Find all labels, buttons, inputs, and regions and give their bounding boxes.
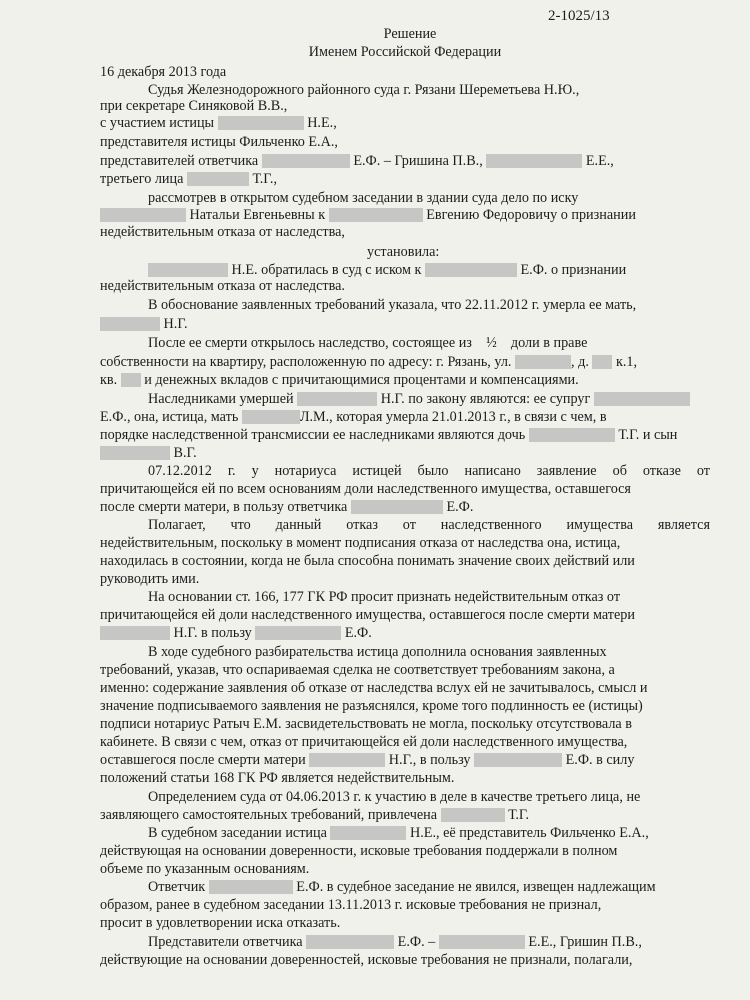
- text-fragment: Евгению Федоровичу о признании: [426, 207, 636, 223]
- text-line: действующая на основании доверенности, исковые требования поддержали в полном: [100, 843, 618, 859]
- text-fragment: Т.Г.: [508, 807, 530, 823]
- text-line: при секретаре Синяковой В.В.,: [100, 98, 288, 114]
- text-fragment: Е.Е., Гришин П.В.,: [528, 934, 642, 950]
- redaction-block: [441, 808, 505, 822]
- redaction-block: [100, 626, 170, 640]
- redaction-block: [329, 208, 423, 222]
- redaction-block: [209, 880, 293, 894]
- text-fragment: Е.Ф.: [446, 499, 474, 515]
- redaction-block: [218, 116, 304, 130]
- redaction-block: [515, 355, 571, 369]
- redaction-block: [100, 208, 186, 222]
- text-line: Судья Железнодорожного районного суда г. Рязани Шереметьева Н.Ю.,: [148, 82, 580, 98]
- text-line: [100, 354, 637, 370]
- text-fragment: заявляющего самостоятельных требований, привлечена: [100, 807, 438, 823]
- text-line: [100, 807, 529, 823]
- text-line: [100, 499, 473, 515]
- text-line: [100, 115, 337, 131]
- text-line: [100, 207, 636, 223]
- text-line: причитающейся ей доли наследственного имущества, оставшегося после смерти матери: [100, 607, 635, 623]
- text-line: причитающейся ей по всем основаниям доли наследственного имущества, оставшегося: [100, 481, 631, 497]
- text-line: кабинете. В связи с чем, отказ от причитающейся ей доли наследственного имущества,: [100, 734, 628, 750]
- redaction-block: [425, 263, 517, 277]
- redaction-block: [529, 428, 615, 442]
- text-fragment: В судебном заседании истица: [148, 825, 327, 841]
- text-line: [100, 171, 277, 187]
- text-fragment: к.1,: [615, 354, 638, 370]
- text-line: объеме по указанным основаниям.: [100, 861, 310, 877]
- text-line: положений статьи 168 ГК РФ является недействительным.: [100, 770, 455, 786]
- text-line: недействительным, поскольку в момент подписания отказа от наследства она, истица,: [100, 535, 621, 551]
- text-line: [148, 335, 587, 351]
- redaction-block: [100, 317, 160, 331]
- text-line: [148, 391, 690, 407]
- text-fragment: Представители ответчика: [148, 934, 303, 950]
- text-line: действующие на основании доверенностей, исковые требования не признали, полагали,: [100, 952, 633, 968]
- text-fragment: представителей ответчика: [100, 153, 259, 169]
- text-fragment: Е.Ф. о признании: [520, 262, 627, 278]
- text-line: подписи нотариус Ратыч Е.М. засвидетельствовать не могла, поскольку отсутствовала в: [100, 716, 632, 732]
- case-number: 2-1025/13: [548, 8, 610, 24]
- redaction-block: [351, 500, 443, 514]
- text-line: [100, 445, 197, 461]
- text-fragment: кв.: [100, 372, 118, 388]
- section-heading: установила:: [367, 244, 440, 260]
- text-line: [100, 372, 579, 388]
- text-line: недействительным отказа от наследства.: [100, 278, 345, 294]
- text-fragment: порядке наследственной трансмиссии ее наследниками являются дочь: [100, 427, 526, 443]
- text-fragment: Е.Ф. – Гришина П.В.,: [353, 153, 483, 169]
- document-title: Решение: [383, 26, 437, 42]
- text-fragment: Е.Ф. –: [397, 934, 436, 950]
- text-line: находилась в состоянии, когда не была способна понимать значение своих действий или: [100, 553, 635, 569]
- redaction-block: [242, 410, 300, 424]
- text-line: требований, указав, что оспариваемая сделка не соответствует требованиям закона, а: [100, 662, 615, 678]
- text-line: Определением суда от 04.06.2013 г. к участию в деле в качестве третьего лица, не: [148, 789, 641, 805]
- text-line: [100, 316, 188, 332]
- text-fragment: , д.: [571, 354, 589, 370]
- text-fragment: Л.М., которая умерла 21.01.2013 г., в связи с чем, в: [299, 409, 607, 425]
- text-line: 07.12.2012 г. у нотариуса истицей было написано заявление об отказе от: [148, 463, 710, 479]
- text-line: просит в удовлетворении иска отказать.: [100, 915, 341, 931]
- redaction-block: [262, 154, 350, 168]
- redaction-block: [297, 392, 377, 406]
- text-fragment: После ее смерти открылось наследство, состоящее из: [148, 335, 472, 351]
- redaction-block: [255, 626, 341, 640]
- text-line: В обоснование заявленных требований указала, что 22.11.2012 г. умерла ее мать,: [148, 297, 637, 313]
- text-line: На основании ст. 166, 177 ГК РФ просит признать недействительным отказ от: [148, 589, 621, 605]
- text-fragment: Натальи Евгеньевны к: [189, 207, 326, 223]
- text-line: В ходе судебного разбирательства истица дополнила основания заявленных: [148, 644, 607, 660]
- text-fragment: после смерти матери, в пользу ответчика: [100, 499, 348, 515]
- document-subtitle: Именем Российской Федерации: [308, 44, 502, 60]
- text-fragment: Н.Е., её представитель Фильченко Е.А.,: [409, 825, 649, 841]
- redaction-block: [187, 172, 249, 186]
- document-date: 16 декабря 2013 года: [100, 64, 227, 80]
- text-fragment: Н.Г. в пользу: [173, 625, 252, 641]
- text-fragment: третьего лица: [100, 171, 184, 187]
- redaction-block: [100, 446, 170, 460]
- redaction-block: [439, 935, 525, 949]
- text-fragment: Н.Г., в пользу: [388, 752, 471, 768]
- text-fragment: Н.Г. по закону являются: ее супруг: [380, 391, 591, 407]
- text-line: [100, 153, 614, 169]
- text-line: [148, 825, 649, 841]
- redaction-block: [121, 373, 141, 387]
- redaction-block: [594, 392, 690, 406]
- text-line: [148, 879, 656, 895]
- text-fragment: Е.Ф. в силу: [565, 752, 635, 768]
- text-fragment: Е.Ф.: [344, 625, 372, 641]
- text-line: [100, 752, 634, 768]
- text-fragment: Е.Ф., она, истица, мать: [100, 409, 239, 425]
- redaction-block: [330, 826, 406, 840]
- text-fragment: Е.Е.,: [585, 153, 614, 169]
- text-fragment: с участием истицы: [100, 115, 215, 131]
- text-line: [148, 262, 626, 278]
- text-line: представителя истицы Фильченко Е.А.,: [100, 134, 338, 150]
- text-line: образом, ранее в судебном заседании 13.11.2013 г. исковые требования не признал,: [100, 897, 602, 913]
- text-line: [100, 625, 372, 641]
- redaction-block: [474, 753, 562, 767]
- text-line: [100, 409, 607, 425]
- text-fragment: Наследниками умершей: [148, 391, 294, 407]
- text-fragment: доли в праве: [510, 335, 588, 351]
- text-fragment: Н.Е.,: [307, 115, 337, 131]
- text-line: Полагает, что данный отказ от наследственного имущества является: [148, 517, 710, 533]
- text-fragment: В.Г.: [173, 445, 197, 461]
- text-line: рассмотрев в открытом судебном заседании в здании суда дело по иску: [148, 190, 579, 206]
- text-fragment: и денежных вкладов с причитающимися процентами и компенсациями.: [144, 372, 579, 388]
- text-line: именно: содержание заявления об отказе от наследства вслух ей не зачитывалось, смысл и: [100, 680, 648, 696]
- redaction-block: [486, 154, 582, 168]
- redaction-block: [306, 935, 394, 949]
- redaction-block: [592, 355, 612, 369]
- text-line: [100, 427, 677, 443]
- text-fragment: Н.Г.: [163, 316, 188, 332]
- redaction-block: [148, 263, 228, 277]
- text-fragment: Т.Г.,: [252, 171, 277, 187]
- text-fragment: Н.Е. обратилась в суд с иском к: [231, 262, 422, 278]
- text-fragment: собственности на квартиру, расположенную по адресу: г. Рязань, ул.: [100, 354, 512, 370]
- text-fragment: Ответчик: [148, 879, 206, 895]
- text-line: значение подписываемого заявления не разъяснялся, кроме того подлинность ее (истицы): [100, 698, 643, 714]
- text-line: недействительным отказа от наследства,: [100, 224, 345, 240]
- text-line: руководить ими.: [100, 571, 200, 587]
- text-fragment: Е.Ф. в судебное заседание не явился, извещен надлежащим: [296, 879, 656, 895]
- text-line: [148, 934, 642, 950]
- text-fragment: ½: [486, 335, 497, 351]
- redaction-block: [309, 753, 385, 767]
- text-fragment: Т.Г. и сын: [618, 427, 678, 443]
- text-fragment: оставшегося после смерти матери: [100, 752, 306, 768]
